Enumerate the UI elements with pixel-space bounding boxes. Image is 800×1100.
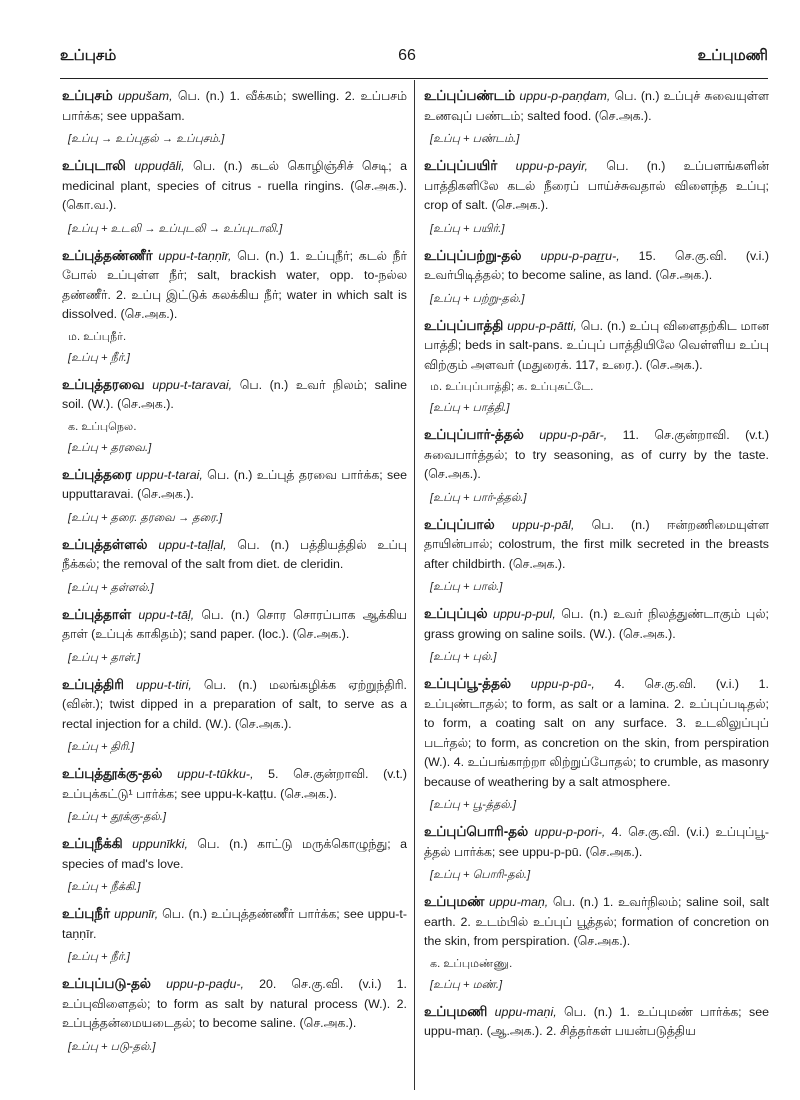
left-column	[62, 86, 407, 1086]
entry-etymology: [உப்பு → உப்புதல் → உப்புசம்.]	[68, 133, 225, 145]
entry-text	[62, 86, 407, 126]
entry-etymology: [உப்பு + புல்.]	[430, 651, 497, 663]
dictionary-entry	[62, 246, 407, 366]
entry-transliteration: uppu-p-paḍu-,	[166, 977, 244, 991]
entry-text	[424, 246, 769, 286]
entry-headword: உப்புத்திரி	[62, 676, 124, 692]
entry-cognates: ம. உப்புப்பாத்தி; க. உப்புகட்டே.	[430, 381, 594, 393]
entry-headword: உப்புத்தரை	[62, 466, 132, 482]
entry-headword: உப்புமணி	[424, 1003, 488, 1019]
entry-definition: பெ. (n.) உவர் நிலத்துண்டாகும் புல்; grass growing on saline soils. (W.). (செ.அக.).	[424, 607, 769, 641]
column-divider	[414, 80, 415, 1090]
entry-headword: உப்புப்பொரி-தல்	[424, 824, 529, 839]
entry-headword: உப்புப்பண்டம்	[424, 88, 516, 103]
entry-text	[424, 604, 769, 644]
entry-etymology: [உப்பு + உடலி → உப்புடலி → உப்புடாலி.]	[68, 222, 283, 235]
entry-headword: உப்புப்புல்	[424, 606, 488, 621]
entry-text	[62, 904, 407, 944]
entry-etymology: [உப்பு + மண்.]	[430, 978, 503, 991]
entry-text	[62, 675, 407, 735]
entry-etymology: [உப்பு + தரவை.]	[68, 441, 152, 454]
entry-definition: 5. செ.குன்றாவி. (v.t.) உப்புக்கட்டு¹ பார்க்க; see uppu-k-kaṭṭu. (செ.அக.).	[62, 767, 407, 801]
entry-text	[62, 375, 407, 415]
entry-headword: உப்புப்பார்-த்தல்	[424, 427, 524, 442]
page-number: 66	[398, 47, 416, 64]
entry-headword: உப்புமண்	[424, 894, 485, 909]
entry-etymology: [உப்பு + தள்ளல்.]	[68, 581, 154, 594]
entry-transliteration: uppu-t-tūkku-,	[177, 767, 254, 781]
entry-etymology: [உப்பு + திரி.]	[68, 741, 135, 753]
dictionary-entry	[62, 86, 407, 147]
entry-definition: பெ. (n.) உப்புத் தரவை பார்க்க; see upputtaravai. (செ.அக.).	[62, 467, 407, 501]
entry-definition: பெ. (n.) கடல் கொழிஞ்சிச் செடி; a medicinal plant, species of citrus - ruella ringins. (செ.அக.). (கொ.வ.).	[62, 159, 407, 212]
entry-text	[424, 156, 769, 216]
entry-definition: பெ. (n.) காட்டு மருக்கொழுந்து; a species of mad's love.	[62, 837, 407, 871]
entry-transliteration: uppuḍāli,	[134, 159, 185, 173]
dictionary-entry	[62, 156, 407, 237]
header-left-guide-word: உப்புசம்	[60, 46, 117, 64]
dictionary-entry	[424, 674, 769, 813]
entry-text	[424, 515, 769, 575]
entry-text	[62, 156, 407, 216]
entry-transliteration: uppu-p-pātti,	[507, 318, 577, 333]
entry-definition: பெ. (n.) 1. வீக்கம்; swelling. 2. உப்பசம் பார்க்க; see uppašam.	[62, 89, 407, 123]
entry-text	[62, 535, 407, 575]
entry-transliteration: uppu-p-paṟṟu-,	[540, 248, 620, 263]
entry-definition: பெ. (n.) உப்பளங்களின் பாத்திகளிலே கடல் நீரைப் பாய்ச்சுவதால் விளைந்த உப்பு; crop of salt. (செ.அக.).	[424, 159, 769, 212]
entry-definition: பெ. (n.) ஈன்றணிமையுள்ள தாயின்பால்; colostrum, the first milk secreted in the breasts after childbirth. (செ.அக.).	[424, 517, 769, 571]
entry-etymology: [உப்பு + பூ-த்தல்.]	[430, 799, 516, 811]
dictionary-entry	[62, 764, 407, 825]
entry-transliteration: uppunīkki,	[132, 837, 188, 851]
entry-transliteration: uppu-p-pul,	[493, 607, 556, 621]
entry-etymology: [உப்பு + தூக்கு-தல்.]	[68, 811, 166, 823]
entry-transliteration: uppu-t-taravai,	[152, 377, 233, 392]
entry-headword: உப்புப்பயிர்	[424, 158, 498, 173]
header-right-guide-word: உப்புமணி	[697, 46, 768, 64]
entry-text	[424, 86, 769, 126]
entry-definition: பெ. (n.) பத்தியத்தில் உப்பு நீக்கல்; the removal of the salt from diet. de cleridin.	[62, 537, 407, 571]
entry-etymology: [உப்பு + நீர்.]	[68, 351, 130, 364]
entry-headword: உப்புத்தூக்கு-தல்	[62, 766, 163, 781]
entry-etymology: [உப்பு + பால்.]	[430, 581, 503, 593]
dictionary-entry	[424, 316, 769, 417]
entry-definition: 11. செ.குன்றாவி. (v.t.) சுவைபார்த்தல்; to try seasoning, as of curry by the taste. (செ.அக.).	[424, 428, 769, 481]
entry-definition: பெ. (n.) மலங்கழிக்க ஏற்றுந்திரி. (வின்.); twist dipped in a preparation of salt, to serve as a rectal injection for a child. (W.). (செ.அக.).	[62, 677, 407, 731]
entry-text	[62, 465, 407, 505]
entry-definition: பெ. (n.) 1. உப்புநீர்; கடல் நீர் போல் உப்புள்ள நீர்; salt, brackish water, opp. to-நல்ல தண்ணீர். 2. உப்பு இட்டுக் கலக்கிய நீர்; water in which salt is dissolved. (செ.அக.).	[62, 248, 407, 321]
entry-definition: பெ. (n.) உப்புத்தண்ணீர் பார்க்க; see uppu-t-taṇṇīr.	[62, 907, 407, 941]
entry-transliteration: uppu-p-pū-,	[530, 677, 595, 691]
entry-definition: பெ. (n.) சொர சொரப்பாக ஆக்கிய தாள் (உப்புக் காகிதம்); sand paper. (loc.). (செ.அக.).	[62, 607, 407, 641]
entry-text	[424, 316, 769, 376]
dictionary-entry	[62, 675, 407, 756]
entry-transliteration: uppu-p-pāl,	[511, 517, 575, 532]
entry-cognates: ம. உப்புநீர்.	[68, 330, 127, 343]
entry-headword: உப்புப்பூ-த்தல்	[424, 676, 512, 691]
entry-transliteration: uppunīr,	[114, 907, 159, 921]
entry-etymology: [உப்பு + தரை. தரவை → தரை.]	[68, 511, 223, 524]
entry-etymology: [உப்பு + பயிர்.]	[430, 222, 505, 235]
entry-text	[62, 974, 407, 1034]
dictionary-entry	[62, 465, 407, 526]
dictionary-entry	[62, 904, 407, 965]
entry-definition: பெ. (n.) உவர் நிலம்; saline soil. (W.). (செ.அக.).	[62, 377, 407, 411]
entry-headword: உப்புப்பாத்தி	[424, 317, 504, 333]
entry-etymology: [உப்பு + பார்-த்தல்.]	[430, 491, 527, 504]
entry-headword: உப்புப்பற்று-தல்	[424, 247, 522, 263]
entry-headword: உப்புப்பால்	[424, 516, 495, 532]
entry-etymology: [உப்பு + தாள்.]	[68, 651, 141, 664]
entry-text	[62, 246, 407, 325]
entry-cognates: க. உப்புநெல.	[68, 420, 137, 433]
entry-etymology: [உப்பு + பற்று-தல்.]	[430, 292, 525, 305]
entry-etymology: [உப்பு + பாத்தி.]	[430, 402, 510, 414]
entry-text	[62, 834, 407, 874]
entry-headword: உப்புத்தள்ளல்	[62, 536, 148, 552]
entry-transliteration: uppu-t-taṇṇīr,	[158, 248, 232, 263]
entry-transliteration: uppu-t-taḷḷal,	[158, 537, 227, 552]
header-rule	[60, 78, 768, 79]
entry-cognates: க. உப்புமண்ணு.	[430, 957, 513, 970]
dictionary-entry	[62, 535, 407, 596]
entry-transliteration: uppu-t-tiri,	[136, 677, 192, 692]
dictionary-entry	[424, 822, 769, 883]
entry-headword: உப்புத்தரவை	[62, 376, 145, 392]
entry-text	[424, 892, 769, 952]
dictionary-entry	[424, 156, 769, 237]
entry-text	[62, 605, 407, 645]
entry-transliteration: uppu-p-paṇḍam,	[519, 89, 611, 103]
entry-headword: உப்புசம்	[62, 88, 113, 103]
entry-text	[424, 425, 769, 485]
entry-definition: பெ. (n.) உப்புச் சுவையுள்ள உணவுப் பண்டம்; salted food. (செ.அக.).	[424, 89, 769, 123]
right-column	[424, 86, 769, 1086]
entry-headword: உப்புநீர்	[62, 906, 111, 921]
entry-definition: 4. செ.கு.வி. (v.i.) 1. உப்புண்டாதல்; to form, as salt or a lamina. 2. உப்புப்படிதல்; to form, a coating salt on any surface. 3. உடலிலுப்புப் படர்தல்; to form, as concretion on the skin, from perspiration (W.). 4. உப்பங்காற்றா லிற்றுப்போதல்; to crumble, as masonry because of weathering by a salt atmosphere.	[424, 677, 769, 789]
entry-transliteration: uppu-t-tāḷ,	[138, 607, 195, 622]
dictionary-entry	[424, 425, 769, 506]
page-header	[60, 42, 768, 70]
dictionary-entry	[62, 834, 407, 895]
entry-transliteration: uppušam,	[118, 89, 173, 103]
entry-transliteration: uppu-maṇi,	[494, 1004, 557, 1019]
entry-headword: உப்புநீக்கி	[62, 836, 123, 851]
entry-transliteration: uppu-p-payir,	[515, 159, 588, 173]
entry-etymology: [உப்பு + பொரி-தல்.]	[430, 869, 531, 881]
entry-etymology: [உப்பு + படு-தல்.]	[68, 1040, 156, 1053]
entry-definition: 4. செ.கு.வி. (v.i.) உப்புப்பூ-த்தல் பார்க்க; see uppu-p-pū. (செ.அக.).	[424, 825, 769, 859]
entry-definition: பெ. (n.) உப்பு விளைதற்கிட மான பாத்தி; beds in salt-pans. உப்புப் பாத்தியிலே வெள்ளிய உப்பு விற்கும் அளவர் (மதுரைக். 117, உரை.). (செ.அக.).	[424, 318, 769, 372]
dictionary-entry	[62, 375, 407, 456]
entry-etymology: [உப்பு + நீர்.]	[68, 951, 130, 963]
dictionary-entry	[424, 246, 769, 307]
entry-definition: 20. செ.கு.வி. (v.i.) 1. உப்புவிளைதல்; to form as salt by natural process (W.). 2. உப்புத்தன்மையடைதல்; to become saline. (செ.அக.).	[62, 977, 407, 1030]
entry-headword: உப்புடாலி	[62, 158, 126, 173]
entry-transliteration: uppu-maṇ,	[489, 895, 549, 909]
dictionary-entry	[424, 515, 769, 596]
entry-definition: பெ. (n.) 1. உவர்நிலம்; saline soil, salt earth. 2. உடம்பில் உப்புப் பூத்தல்; formation of concretion on the skin, from perspiration. (செ.அக.).	[424, 895, 769, 948]
entry-text	[424, 1002, 769, 1042]
dictionary-entry	[424, 1002, 769, 1042]
entry-definition: 15. செ.கு.வி. (v.i.) உவர்பிடித்தல்; to become saline, as land. (செ.அக.).	[424, 248, 769, 282]
dictionary-entry	[62, 605, 407, 666]
entry-headword: உப்புத்தண்ணீர்	[62, 247, 153, 263]
entry-definition: பெ. (n.) 1. உப்புமண் பார்க்க; see uppu-maṇ. (ஆ.அக.). 2. சித்தர்கள் பயன்படுத்திய	[424, 1004, 769, 1038]
entry-headword: உப்புத்தாள்	[62, 606, 132, 622]
entry-etymology: [உப்பு + பண்டம்.]	[430, 133, 520, 145]
entry-text	[424, 674, 769, 792]
entry-transliteration: uppu-t-tarai,	[136, 467, 203, 482]
dictionary-entry	[62, 974, 407, 1055]
entry-text	[62, 764, 407, 804]
entry-transliteration: uppu-p-pori-,	[534, 825, 606, 839]
entry-headword: உப்புப்படு-தல்	[62, 976, 151, 991]
entry-text	[424, 822, 769, 862]
dictionary-entry	[424, 604, 769, 665]
entry-etymology: [உப்பு + நீக்கி.]	[68, 881, 141, 893]
dictionary-entry	[424, 892, 769, 993]
dictionary-entry	[424, 86, 769, 147]
entry-transliteration: uppu-p-pār-,	[539, 428, 608, 442]
